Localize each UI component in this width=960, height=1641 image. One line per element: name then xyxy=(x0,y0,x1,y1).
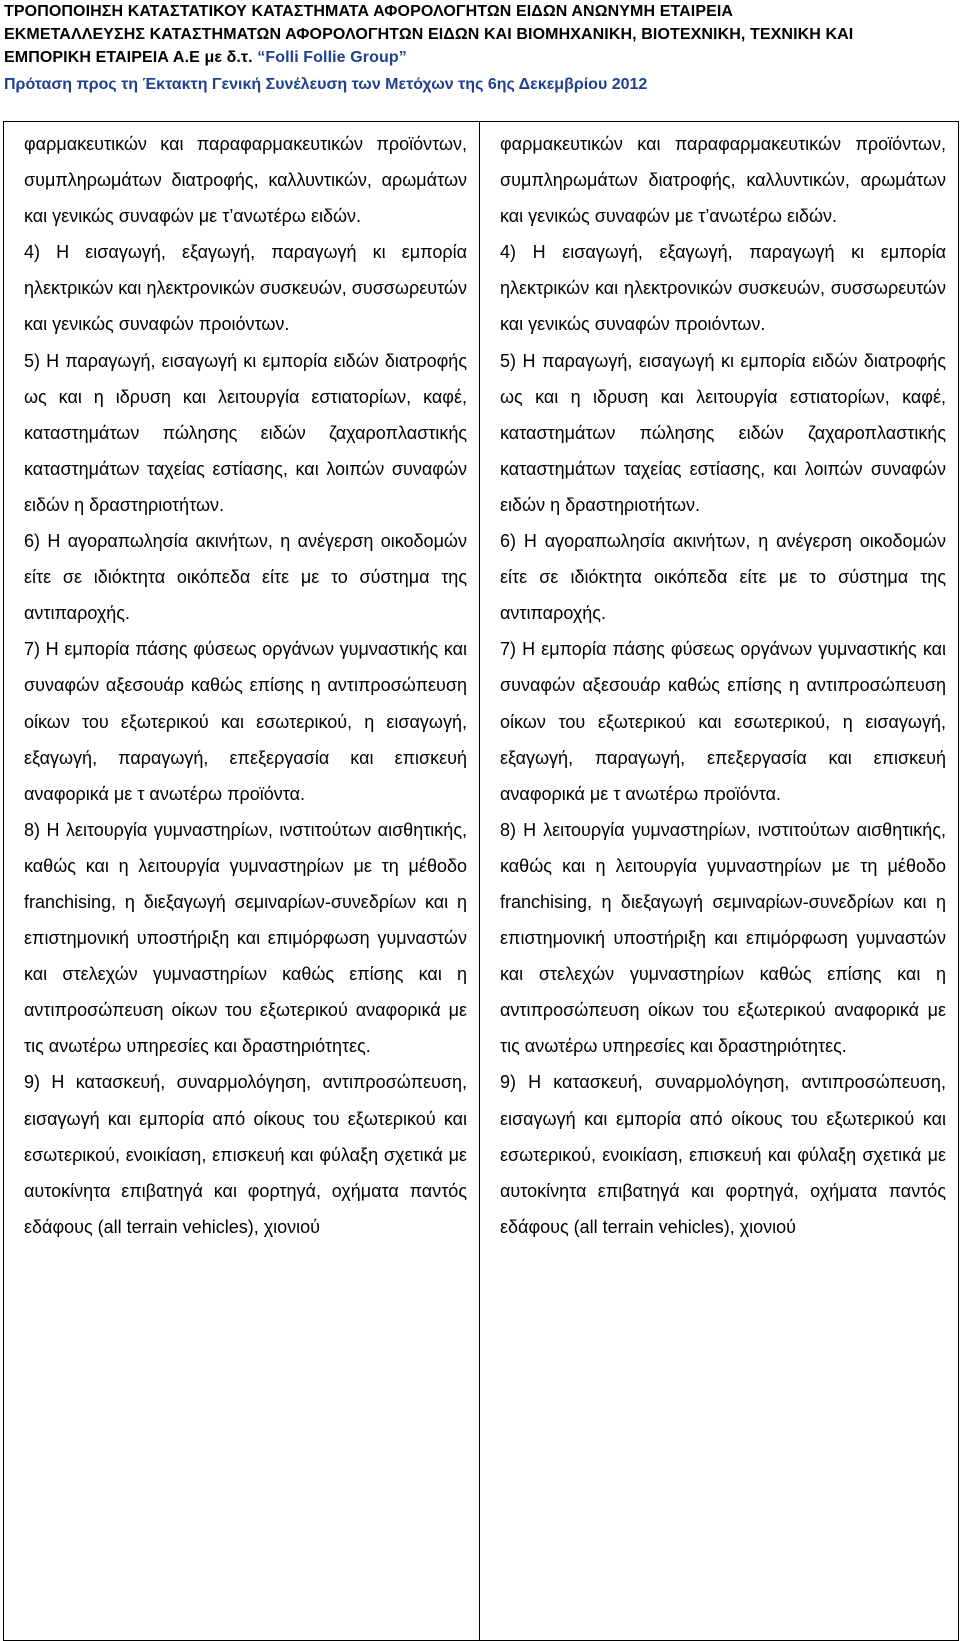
left-column-text xyxy=(4,122,479,1245)
right-column-text xyxy=(480,122,958,1245)
right-paragraph-item-4: 4) Η εισαγωγή, εξαγωγή, παραγωγή κι εμπορία ηλεκτρικών και ηλεκτρονικών συσκευών, συσσωρευτών και γενικώς συναφών προιόντων. xyxy=(500,242,946,335)
right-paragraph-item-9: 9) Η κατασκευή, συναρμολόγηση, αντιπροσώπευση, εισαγωγή και εμπορία από οίκους του εξωτερικού και εσωτερικού, ενοικίαση, επισκευή και φύλαξη σχετικά με αυτοκίνητα επιβατηγά και φορτηγά, οχήματα παντός εδάφους (all terrain vehicles), χιονιού xyxy=(500,1072,946,1237)
header-brand-name: “Folli Follie Group” xyxy=(257,49,407,66)
right-paragraph-item-8: 8) Η λειτουργία γυμναστηρίων, ινστιτούτων αισθητικής, καθώς και η λειτουργία γυμναστηρίων με τη μέθοδο franchising, η διεξαγωγή σεμιναρίων-συνεδρίων και η επιστημονική υποστήριξη και επιμόρφωση γυμναστών και στελεχών γυμναστηρίων καθώς επίσης και η αντιπροσώπευση οίκων του εξωτερικού αναφορικά με τις ανωτέρω υπηρεσίες και δραστηριότητες. xyxy=(500,819,946,1057)
left-paragraph-item-8: 8) Η λειτουργία γυμναστηρίων, ινστιτούτων αισθητικής, καθώς και η λειτουργία γυμναστηρίων με τη μέθοδο franchising, η διεξαγωγή σεμιναρίων-συνεδρίων και η επιστημονική υποστήριξη και επιμόρφωση γυμναστών και στελεχών γυμναστηρίων καθώς επίσης και η αντιπροσώπευση οίκων του εξωτερικού αναφορικά με τις ανωτέρω υπηρεσίες και δραστηριότητες. xyxy=(24,819,467,1057)
comparison-table xyxy=(3,121,959,1641)
header-company-type: ΕΜΠΟΡΙΚΗ ΕΤΑΙΡΕΙΑ Α.Ε με δ.τ. xyxy=(4,49,253,66)
header-proposal: Πρόταση προς τη Έκτακτη Γενική Συνέλευση των Μετόχων της 6ης Δεκεμβρίου 2012 xyxy=(4,76,648,93)
left-paragraph-item-5: 5) Η παραγωγή, εισαγωγή κι εμπορία ειδών διατροφής ως και η ιδρυση και λειτουργία εστιατορίων, καφέ, καταστημάτων πώλησης ειδών ζαχαροπλαστικής καταστημάτων ταχείας εστίασης, και λοιπών συναφών ειδών η δραστηριοτήτων. xyxy=(24,350,467,515)
left-column-cell xyxy=(4,122,480,1641)
page-header xyxy=(0,0,960,96)
right-column-cell xyxy=(480,122,959,1641)
table-row xyxy=(4,122,959,1641)
left-paragraph-item-7: 7) Η εμπορία πάσης φύσεως οργάνων γυμναστικής και συναφών αξεσουάρ καθώς επίσης η αντιπροσώπευση οίκων του εξωτερικού και εσωτερικού, η εισαγωγή, εξαγωγή, παραγωγή, επεξεργασία και επισκευή αναφορικά με τ ανωτέρω προϊόντα. xyxy=(24,639,467,804)
right-paragraph-item-5: 5) Η παραγωγή, εισαγωγή κι εμπορία ειδών διατροφής ως και η ιδρυση και λειτουργία εστιατορίων, καφέ, καταστημάτων πώλησης ειδών ζαχαροπλαστικής καταστημάτων ταχείας εστίασης, και λοιπών συναφών ειδών η δραστηριοτήτων. xyxy=(500,350,946,515)
right-paragraph-item-6: 6) Η αγοραπωλησία ακινήτων, η ανέγερση οικοδομών είτε σε ιδιόκτητα οικόπεδα είτε με το σύστημα της αντιπαροχής. xyxy=(500,531,946,624)
right-paragraph-item-7: 7) Η εμπορία πάσης φύσεως οργάνων γυμναστικής και συναφών αξεσουάρ καθώς επίσης η αντιπροσώπευση οίκων του εξωτερικού και εσωτερικού, η εισαγωγή, εξαγωγή, παραγωγή, επεξεργασία και επισκευή αναφορικά με τ ανωτέρω προϊόντα. xyxy=(500,639,946,804)
left-paragraph-continuation: φαρμακευτικών και παραφαρμακευτικών προϊόντων, συμπληρωμάτων διατροφής, καλλυντικών, αρωμάτων και γενικώς συναφών με τ’ανωτέρω ειδών. xyxy=(24,134,467,227)
left-paragraph-item-9: 9) Η κατασκευή, συναρμολόγηση, αντιπροσώπευση, εισαγωγή και εμπορία από οίκους του εξωτερικού και εσωτερικού, ενοικίαση, επισκευή και φύλαξη σχετικά με αυτοκίνητα επιβατηγά και φορτηγά, οχήματα παντός εδάφους (all terrain vehicles), χιονιού xyxy=(24,1072,467,1237)
left-paragraph-item-6: 6) Η αγοραπωλησία ακινήτων, η ανέγερση οικοδομών είτε σε ιδιόκτητα οικόπεδα είτε με το σύστημα της αντιπαροχής. xyxy=(24,531,467,624)
left-paragraph-item-4: 4) Η εισαγωγή, εξαγωγή, παραγωγή κι εμπορία ηλεκτρικών και ηλεκτρονικών συσκευών, συσσωρευτών και γενικώς συναφών προιόντων. xyxy=(24,242,467,335)
right-paragraph-continuation: φαρμακευτικών και παραφαρμακευτικών προϊόντων, συμπληρωμάτων διατροφής, καλλυντικών, αρωμάτων και γενικώς συναφών με τ’ανωτέρω ειδών. xyxy=(500,134,946,227)
header-title-line-3 xyxy=(4,46,960,69)
header-title-line-2: ΕΚΜΕΤΑΛΛΕΥΣΗΣ ΚΑΤΑΣΤΗΜΑΤΩΝ ΑΦΟΡΟΛΟΓΗΤΩΝ ΕΙΔΩΝ ΚΑΙ ΒΙΟΜΗΧΑΝΙΚΗ, ΒΙΟΤΕΧΝΙΚΗ, ΤΕΧΝΙΚΗ ΚΑΙ xyxy=(4,26,854,43)
header-title-line-1: ΤΡΟΠΟΠΟΙΗΣΗ ΚΑΤΑΣΤΑΤΙΚΟΥ ΚΑΤΑΣΤΗΜΑΤΑ ΑΦΟΡΟΛΟΓΗΤΩΝ ΕΙΔΩΝ ΑΝΩΝΥΜΗ ΕΤΑΙΡΕΙΑ xyxy=(4,3,734,20)
